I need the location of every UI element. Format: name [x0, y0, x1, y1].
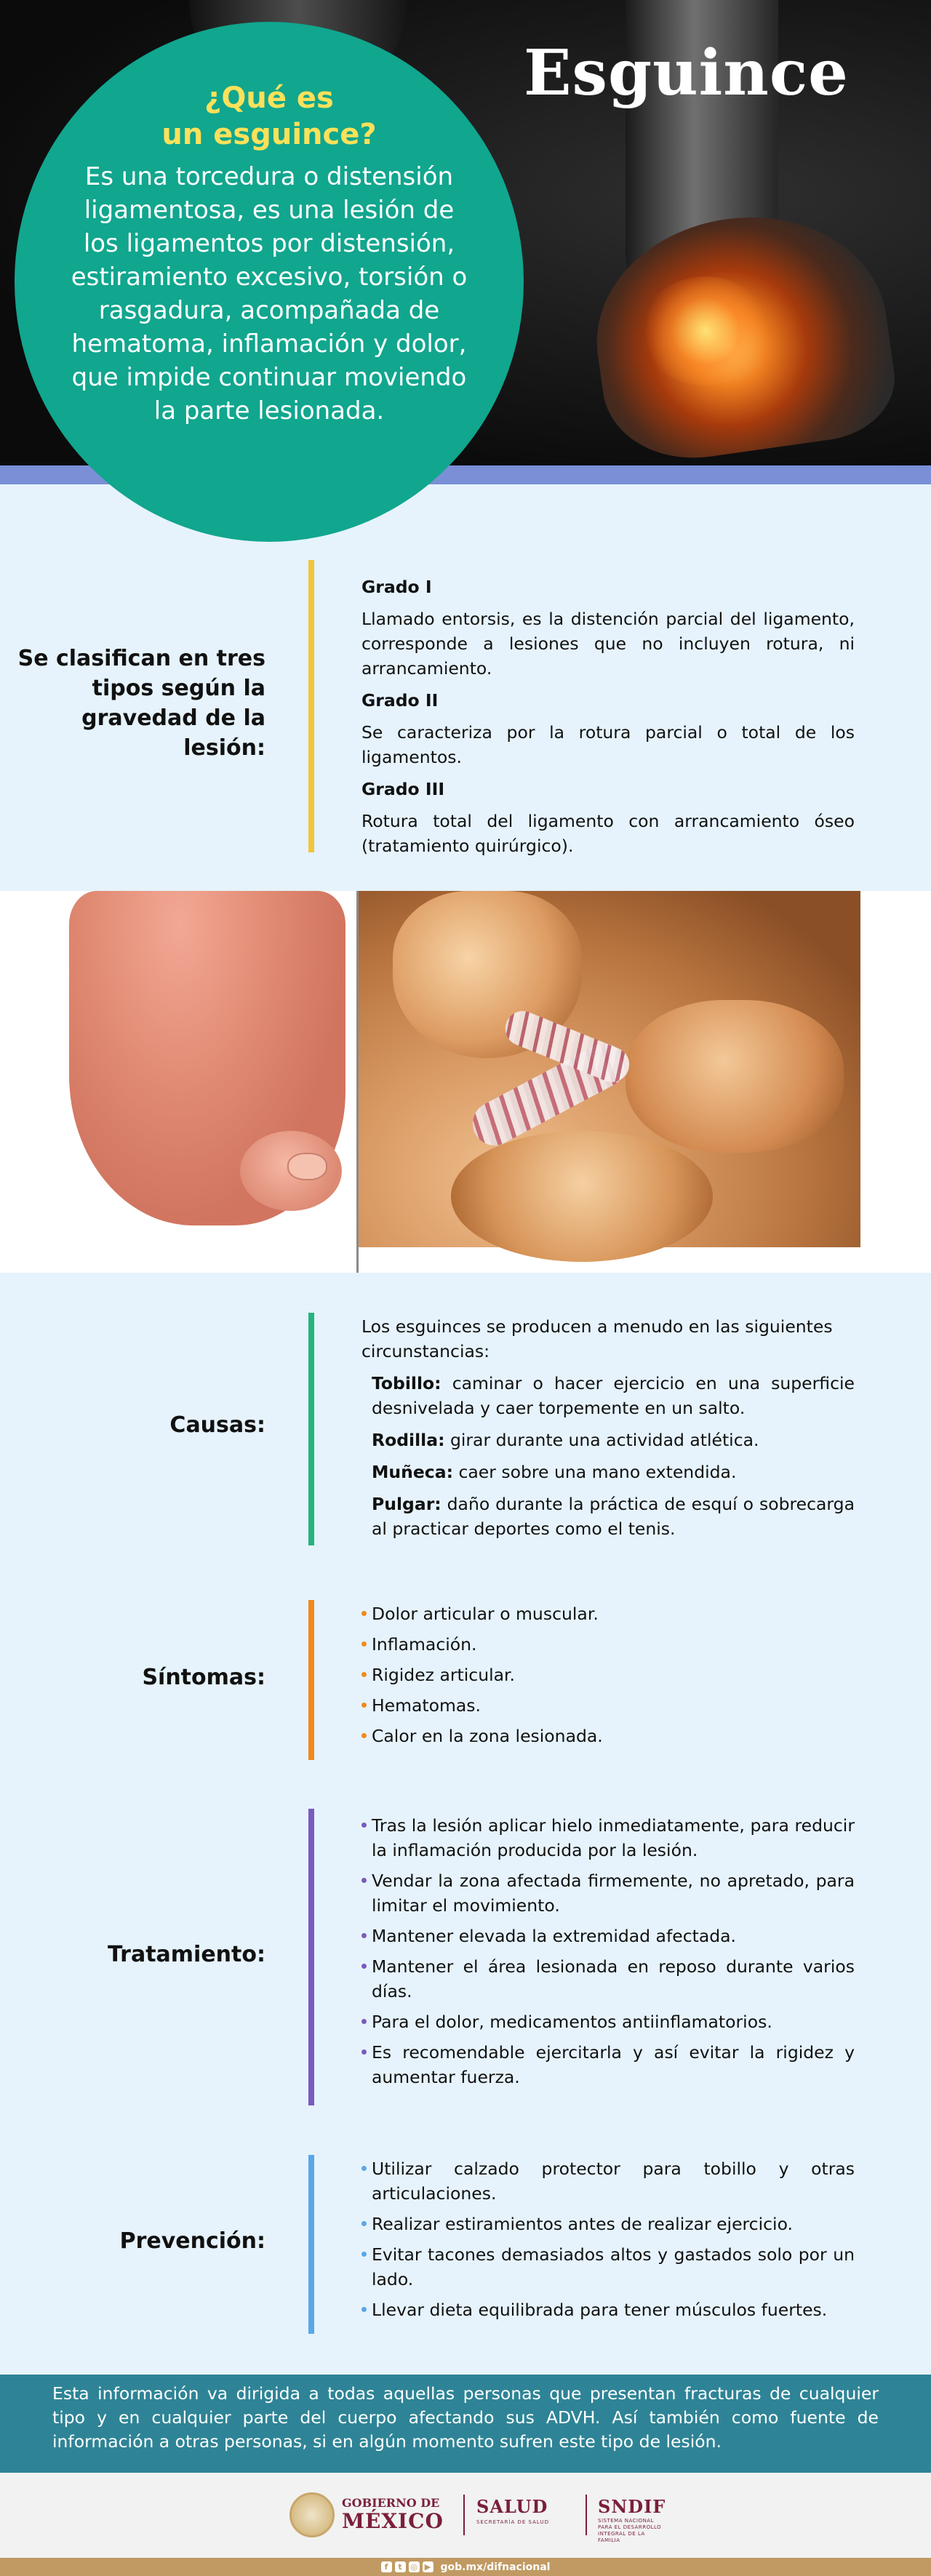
symptoms-label: Síntomas:	[142, 1665, 265, 1690]
youtube-icon[interactable]: ▶	[423, 2561, 433, 2572]
cause-item: Tobillo: caminar o hacer ejercicio en una superficie desnivelada y caer torpemente en un salto.	[372, 1373, 855, 1418]
grade-2-text: Se caracteriza por la rotura parcial o total de los ligamentos.	[361, 722, 855, 767]
list-item: Llevar dieta equilibrada para tener músculos fuertes.	[361, 2297, 855, 2322]
definition-circle	[15, 22, 524, 542]
list-item: Realizar estiramientos antes de realizar ejercicio.	[361, 2212, 855, 2236]
instagram-icon[interactable]: ◎	[409, 2561, 420, 2572]
social-bar	[0, 2558, 931, 2576]
classification-label: Se clasifican en tres tipos según la gravedad de la lesión:	[17, 646, 265, 761]
cause-item: Pulgar: daño durante la práctica de esquí o sobrecarga al practicar deportes como el tenis.	[372, 1494, 855, 1539]
list-item: Evitar tacones demasiados altos y gastados solo por un lado.	[361, 2242, 855, 2292]
grade-2-title: Grado II	[361, 690, 439, 711]
list-item: Calor en la zona lesionada.	[361, 1724, 855, 1748]
logo-separator	[586, 2495, 587, 2535]
treatment-content	[361, 1813, 855, 2095]
prevention-content	[361, 2156, 855, 2328]
treatment-bar	[308, 1809, 314, 2105]
list-item: Rigidez articular.	[361, 1663, 855, 1687]
government-seal-icon	[289, 2492, 335, 2537]
list-item: Inflamación.	[361, 1632, 855, 1657]
page-title: Esguince	[524, 36, 849, 110]
sndif-logo: SNDIF SISTEMA NACIONAL PARA EL DESARROLLO INTEGRAL DE LA FAMILIA	[598, 2496, 666, 2543]
grade-3-text: Rotura total del ligamento con arrancamiento óseo (tratamiento quirúrgico).	[361, 811, 855, 856]
causes-intro: Los esguinces se producen a menudo en las siguientes circunstancias:	[361, 1316, 833, 1361]
grade-1-title: Grado I	[361, 577, 432, 597]
cause-item: Muñeca: caer sobre una mano extendida.	[372, 1462, 737, 1482]
classification-content	[361, 569, 855, 865]
list-item: Para el dolor, medicamentos antiinflamatorios.	[361, 2009, 855, 2034]
causes-bar	[308, 1313, 314, 1545]
list-item: Hematomas.	[361, 1693, 855, 1718]
grade-1-text: Llamado entorsis, es la distención parcial del ligamento, corresponde a lesiones que no incluyen rotura, ni arrancamiento.	[361, 609, 855, 679]
list-item: Mantener elevada la extremidad afectada.	[361, 1924, 855, 1948]
list-item: Es recomendable ejercitarla y así evitar la rigidez y aumentar fuerza.	[361, 2040, 855, 2089]
treatment-list	[361, 1813, 855, 2089]
facebook-icon[interactable]: f	[381, 2561, 392, 2572]
list-item: Tras la lesión aplicar hielo inmediatamente, para reducir la inflamación producida por la lesión.	[361, 1813, 855, 1863]
causes-label: Causas:	[169, 1412, 265, 1438]
definition-question: ¿Qué es un esguince?	[161, 81, 377, 151]
definition-text: Es una torcedura o distensión ligamentosa, es una lesión de los ligamentos por distensión, estiramiento excesivo, torsión o rasgadura, acompañada de hematoma, inflamación y dolor, que impide continuar moviendo la parte lesionada.	[71, 162, 468, 425]
ankle-pain-glow	[640, 276, 771, 385]
symptoms-list	[361, 1601, 855, 1748]
sprain-illustration	[0, 891, 931, 1273]
info-banner: Esta información va dirigida a todas aquellas personas que presentan fracturas de cualquier tipo y en cualquier parte del cuerpo afectando sus ADVH. Así también como fuente de información a otras personas, si en algún momento sufren este tipo de lesión.	[0, 2375, 931, 2473]
talus-bone	[626, 1000, 844, 1153]
prevention-list	[361, 2156, 855, 2322]
grade-3-title: Grado III	[361, 779, 445, 799]
list-item: Vendar la zona afectada firmemente, no apretado, para limitar el movimiento.	[361, 1868, 855, 1918]
list-item: Dolor articular o muscular.	[361, 1601, 855, 1626]
symptoms-bar	[308, 1600, 314, 1760]
classification-bar	[308, 560, 314, 852]
social-handle-link[interactable]: gob.mx/difnacional	[440, 2561, 551, 2573]
gobierno-mexico-logo: GOBIERNO DE MÉXICO	[342, 2496, 444, 2533]
twitter-icon[interactable]: t	[395, 2561, 406, 2572]
list-item: Mantener el área lesionada en reposo durante varios días.	[361, 1954, 855, 2004]
salud-logo: SALUD SECRETARÍA DE SALUD	[476, 2496, 549, 2525]
symptoms-content	[361, 1601, 855, 1754]
treatment-label: Tratamiento:	[108, 1942, 265, 1967]
causes-content	[361, 1314, 855, 1548]
toe-nail	[287, 1153, 327, 1180]
logos-bar	[0, 2473, 931, 2558]
prevention-bar	[308, 2155, 314, 2334]
prevention-label: Prevención:	[119, 2228, 265, 2254]
cause-item: Rodilla: girar durante una actividad atlética.	[372, 1430, 759, 1450]
heel-bone	[451, 1131, 713, 1262]
logo-separator	[463, 2495, 465, 2535]
list-item: Utilizar calzado protector para tobillo y otras articulaciones.	[361, 2156, 855, 2206]
